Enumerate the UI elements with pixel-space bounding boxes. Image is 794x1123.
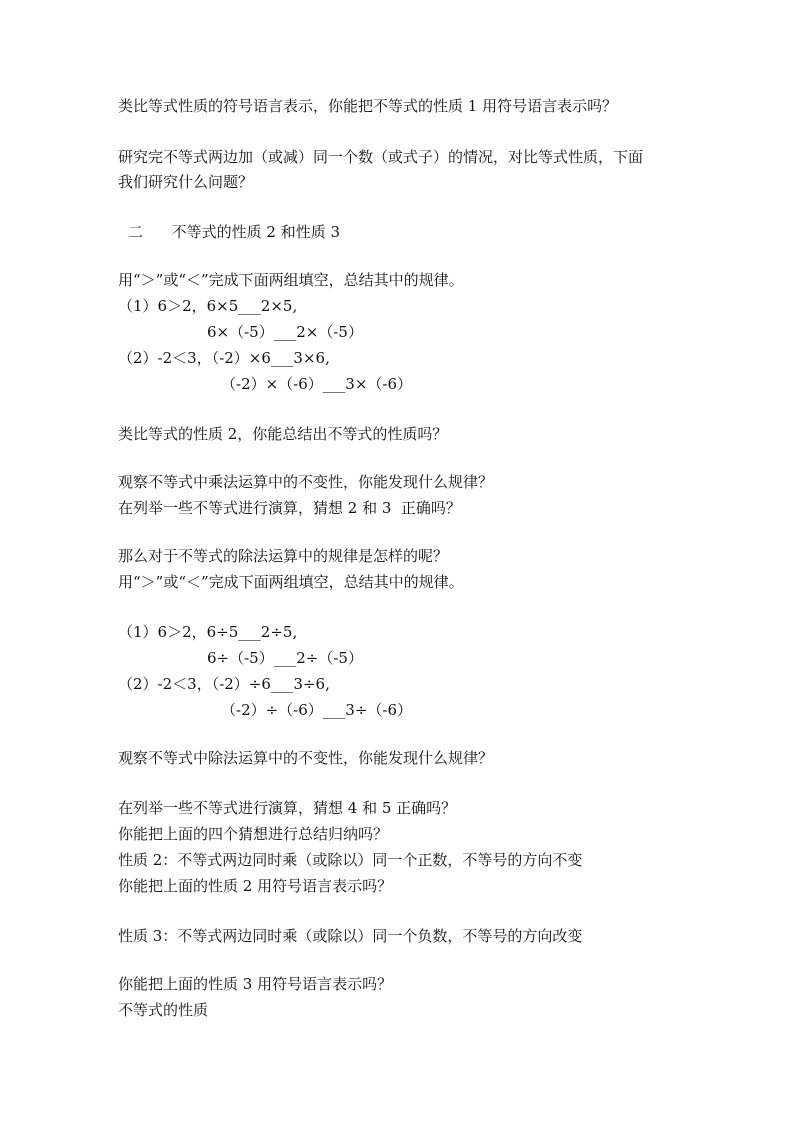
exercise-1-multiply-negative: 6×（-5）___2×（-5） bbox=[207, 323, 363, 341]
instruction-fill-blanks-division: 用“＞”或“＜”完成下面两组填空，总结其中的规律。 bbox=[118, 573, 464, 591]
section-heading-properties-2-3: 二 不等式的性质 2 和性质 3 bbox=[128, 223, 341, 241]
question-division-rule: 那么对于不等式的除法运算中的规律是怎样的呢？ bbox=[118, 547, 449, 565]
property-2-statement: 性质 2：不等式两边同时乘（或除以）同一个正数，不等号的方向不变 bbox=[118, 851, 583, 869]
exercise-1-multiply-positive: （1）6＞2，6×5___2×5, bbox=[118, 297, 298, 315]
question-division-invariance: 观察不等式中除法运算中的不变性，你能发现什么规律？ bbox=[118, 749, 494, 767]
question-conjecture-2-3: 在列举一些不等式进行演算，猜想 2 和 3 正确吗？ bbox=[118, 499, 461, 517]
question-analogy-property-1: 类比等式性质的符号语言表示，你能把不等式的性质 1 用符号语言表示吗？ bbox=[118, 97, 618, 115]
question-summarize: 你能把上面的四个猜想进行总结归纳吗？ bbox=[118, 825, 389, 843]
exercise-1-divide-positive: （1）6＞2，6÷5___2÷5, bbox=[118, 623, 298, 641]
heading-inequality-properties: 不等式的性质 bbox=[118, 1001, 209, 1019]
question-property-3-symbolic: 你能把上面的性质 3 用符号语言表示吗？ bbox=[118, 975, 393, 993]
question-analogy-property-2: 类比等式的性质 2，你能总结出不等式的性质吗？ bbox=[118, 425, 448, 443]
property-3-statement: 性质 3：不等式两边同时乘（或除以）同一个负数，不等号的方向改变 bbox=[118, 927, 583, 945]
instruction-fill-blanks: 用“＞”或“＜”完成下面两组填空，总结其中的规律。 bbox=[118, 271, 464, 289]
paragraph-research-next-cont: 我们研究什么问题？ bbox=[118, 173, 254, 191]
exercise-2-divide-negative: （-2）÷（-6）___3÷（-6） bbox=[221, 701, 413, 719]
question-property-2-symbolic: 你能把上面的性质 2 用符号语言表示吗？ bbox=[118, 877, 393, 895]
question-multiplication-invariance: 观察不等式中乘法运算中的不变性，你能发现什么规律？ bbox=[118, 473, 494, 491]
exercise-2-multiply-positive: （2）-2＜3，（-2）×6___3×6, bbox=[118, 349, 330, 367]
exercise-2-divide-positive: （2）-2＜3，（-2）÷6___3÷6, bbox=[118, 675, 330, 693]
exercise-1-divide-negative: 6÷（-5）___2÷（-5） bbox=[207, 649, 363, 667]
paragraph-research-next: 研究完不等式两边加（或减）同一个数（或式子）的情况，对比等式性质，下面 bbox=[118, 148, 644, 166]
exercise-2-multiply-negative: （-2）×（-6）___3×（-6） bbox=[221, 375, 413, 393]
question-conjecture-4-5: 在列举一些不等式进行演算，猜想 4 和 5 正确吗？ bbox=[118, 799, 457, 817]
